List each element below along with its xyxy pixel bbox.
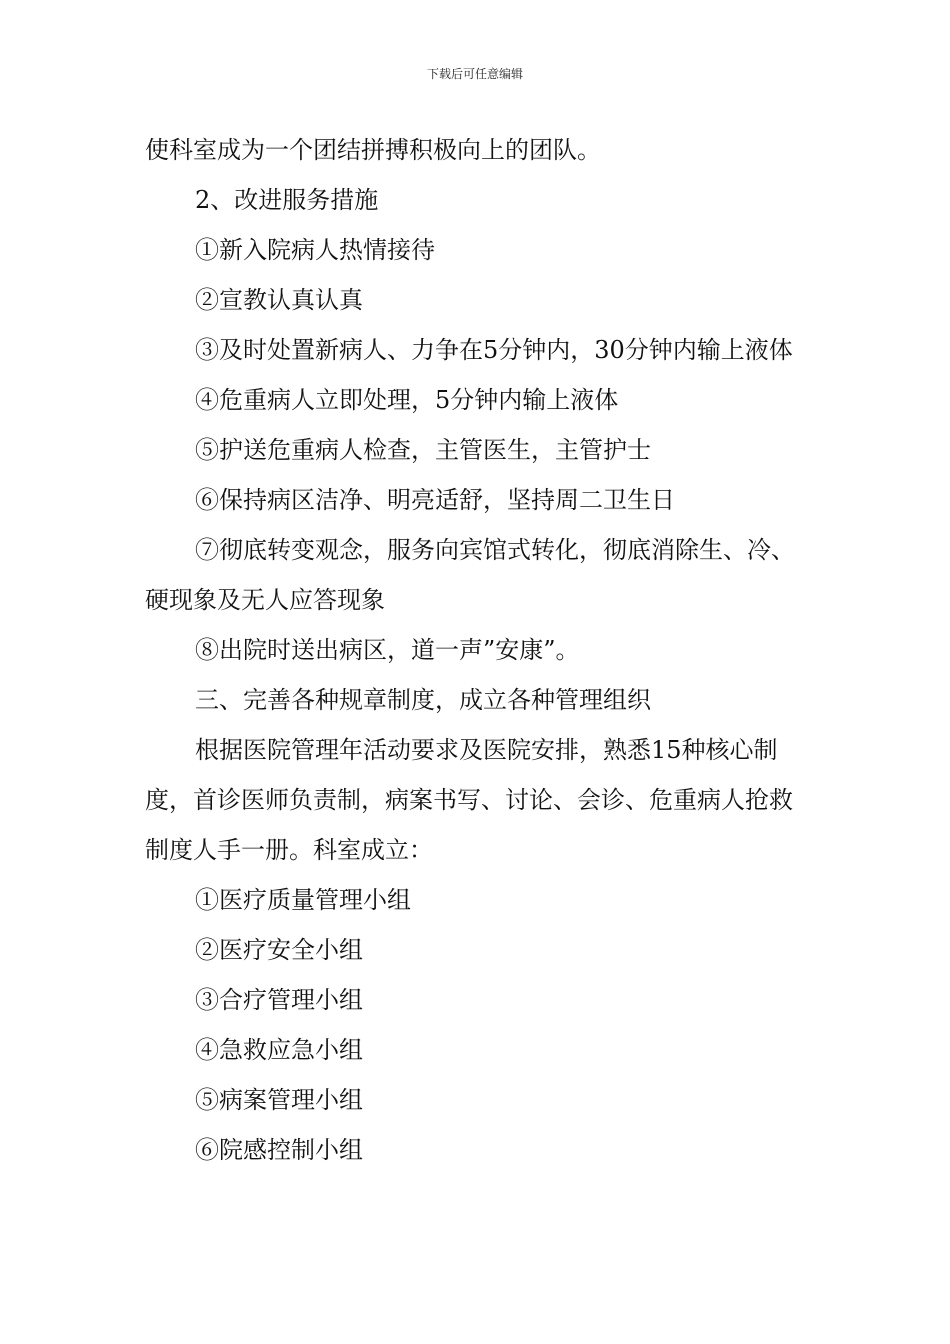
list-item: ⑤病案管理小组 xyxy=(195,1086,363,1114)
list-item: ②宣教认真认真 xyxy=(195,286,363,314)
list-item: ⑥保持病区洁净、明亮适舒，坚持周二卫生日 xyxy=(195,486,675,514)
section-heading-rules: 三、完善各种规章制度，成立各种管理组织 xyxy=(195,686,651,714)
section-heading-improve-service: 2、改进服务措施 xyxy=(195,186,379,214)
list-item: ⑦彻底转变观念，服务向宾馆式转化，彻底消除生、冷、硬现象及无人应答现象 xyxy=(145,536,795,614)
list-item: ③及时处置新病人、力争在5分钟内，30分钟内输上液体 xyxy=(195,336,793,364)
list-item: ⑥院感控制小组 xyxy=(195,1136,363,1164)
list-item: ⑧出院时送出病区，道一声”安康”。 xyxy=(195,636,580,664)
page-header-note: 下载后可任意编辑 xyxy=(426,67,523,81)
list-item: ②医疗安全小组 xyxy=(195,936,363,964)
body-paragraph: 根据医院管理年活动要求及医院安排，熟悉15种核心制度，首诊医师负责制，病案书写、讨论、会诊、危重病人抢救制度人手一册。科室成立： xyxy=(145,736,793,864)
list-item: ③合疗管理小组 xyxy=(195,986,363,1014)
list-item: ④急救应急小组 xyxy=(195,1036,363,1064)
paragraph-continuation: 使科室成为一个团结拼搏积极向上的团队。 xyxy=(145,136,601,164)
list-item: ⑤护送危重病人检查，主管医生，主管护士 xyxy=(195,436,651,464)
list-item: ①新入院病人热情接待 xyxy=(195,236,435,264)
document-body xyxy=(145,125,815,1175)
list-item: ①医疗质量管理小组 xyxy=(195,886,411,914)
list-item: ④危重病人立即处理，5分钟内输上液体 xyxy=(195,386,619,414)
